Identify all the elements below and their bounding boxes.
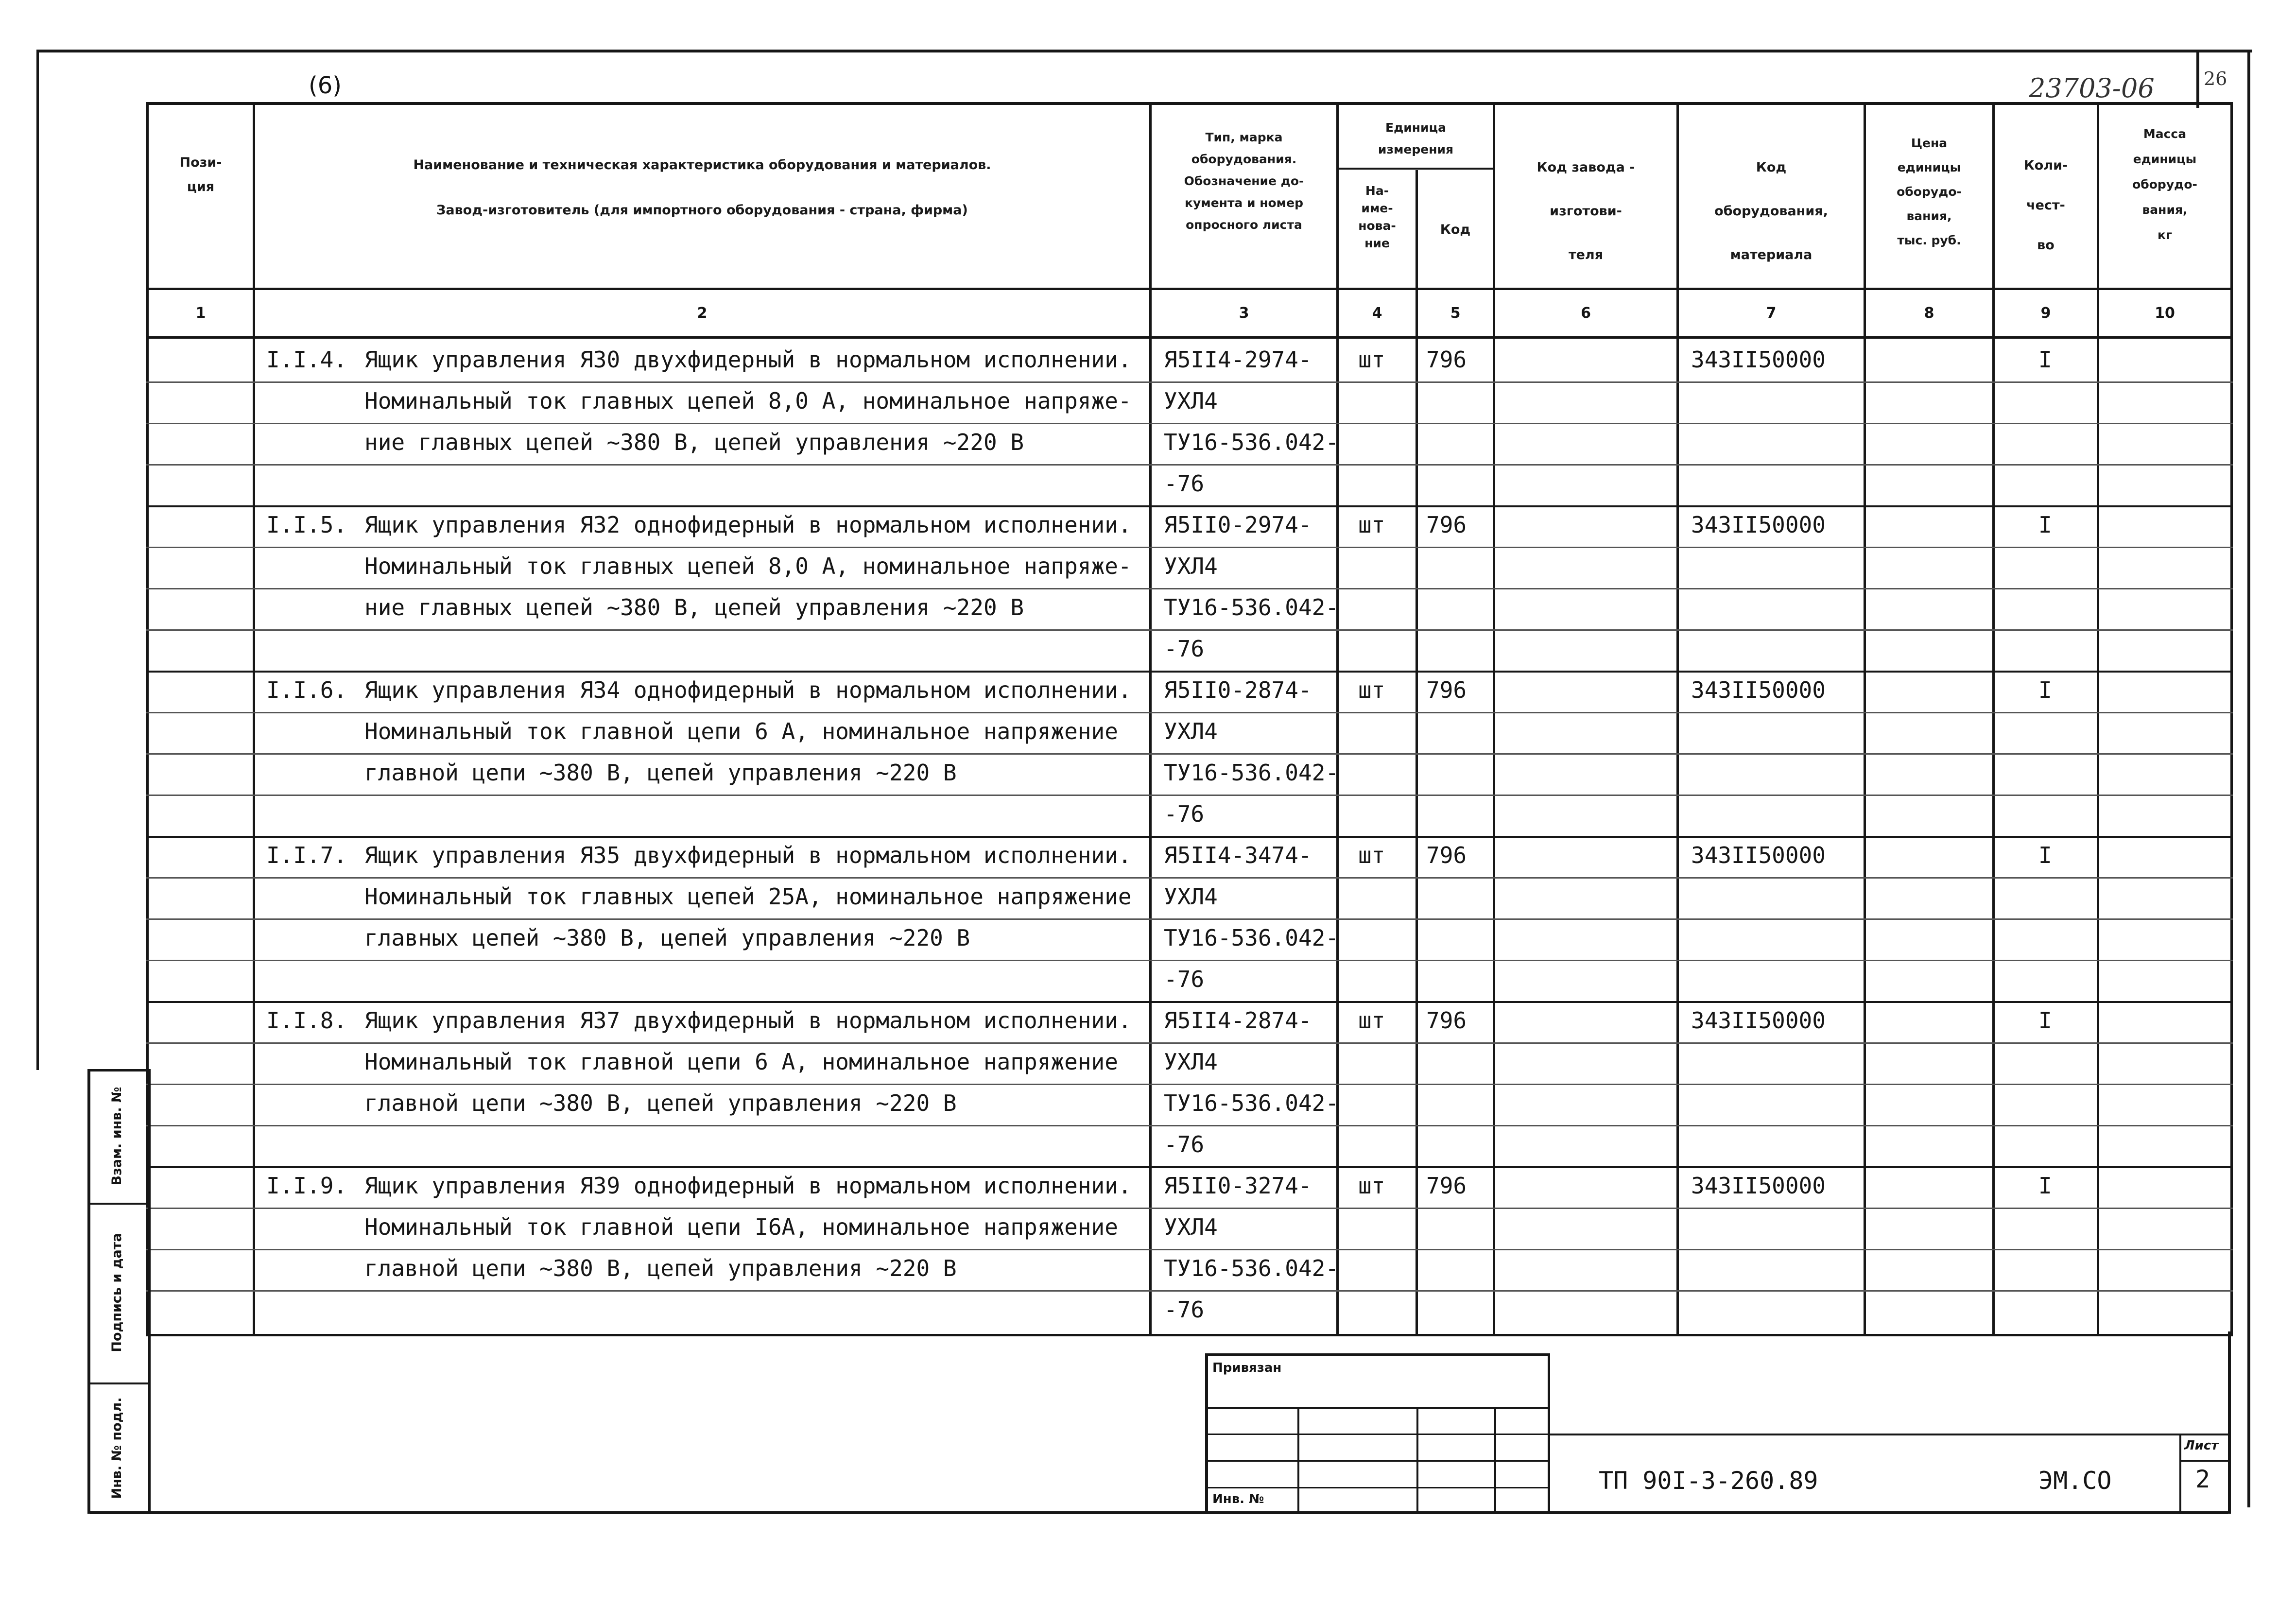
column-number-6: 6 [1581,305,1591,322]
item-type-line: Я5II4-3474- [1164,842,1312,868]
page-corner-number: 26 [2204,68,2227,89]
item-type-line: УХЛ4 [1164,388,1218,414]
stamp-inventory-label: Инв. № [1212,1492,1264,1506]
item-unit-code: 796 [1426,842,1467,868]
item-type-line: -76 [1164,966,1205,992]
item-quantity: I [2038,512,2052,538]
item-type-line: ТУ16-536.042- [1164,594,1339,621]
item-description-line: главной цепи ~380 В, цепей управления ~220 В [364,1090,957,1116]
item-type-line: -76 [1164,1131,1205,1158]
header-equipment-code: Код оборудования, материала [1714,160,1828,262]
column-number-7: 7 [1766,305,1777,322]
item-type-line: Я5II0-2874- [1164,677,1312,703]
item-equipment-code: 343II50000 [1691,1173,1826,1199]
side-inv-original-label: Инв. № подл. [109,1397,124,1499]
item-description-line: Ящик управления Я30 двухфидерный в нормальном исполнении. [364,346,1132,373]
item-equipment-code: 343II50000 [1691,1007,1826,1034]
header-name-line1: Наименование и техническая характеристика оборудования и материалов. [413,157,991,173]
item-unit-code: 796 [1426,1007,1467,1034]
item-type-line: -76 [1164,1296,1205,1323]
item-unit-code: 796 [1426,346,1467,373]
item-description-line: Ящик управления Я37 двухфидерный в нормальном исполнении. [364,1007,1132,1034]
item-unit-code: 796 [1426,677,1467,703]
stamp-linked-label: Привязан [1212,1361,1282,1375]
item-description-line: ние главных цепей ~380 В, цепей управления ~220 В [364,594,1024,621]
column-number-5: 5 [1450,305,1461,322]
archive-number: 23703-06 [2029,73,2155,104]
item-unit: шт [1358,346,1385,373]
item-unit: шт [1358,1173,1385,1199]
item-quantity: I [2038,346,2052,373]
column-number-1: 1 [195,305,206,322]
item-type-line: Я5II4-2874- [1164,1007,1312,1034]
item-type-line: ТУ16-536.042- [1164,760,1339,786]
item-description-line: Номинальный ток главных цепей 8,0 А, номинальное напряже- [364,553,1132,579]
item-type-line: -76 [1164,801,1205,827]
item-equipment-code: 343II50000 [1691,842,1826,868]
item-type-line: Я5II4-2974- [1164,346,1312,373]
column-number-3: 3 [1239,305,1249,322]
item-description-line: ние главных цепей ~380 В, цепей управления ~220 В [364,429,1024,455]
item-description-line: главных цепей ~380 В, цепей управления ~220 В [364,925,970,951]
item-position: I.I.9. [266,1173,347,1199]
item-description-line: Ящик управления Я32 однофидерный в нормальном исполнении. [364,512,1132,538]
item-type-line: ТУ16-536.042- [1164,1090,1339,1116]
section-code: ЭМ.СО [2038,1467,2112,1495]
item-description-line: главной цепи ~380 В, цепей управления ~220 В [364,1255,957,1281]
item-unit: шт [1358,842,1385,868]
header-quantity: Коли- чест- во [2023,158,2068,253]
item-position: I.I.5. [266,512,347,538]
column-number-2: 2 [697,305,708,322]
side-vzam-label: Взам. инв. № [109,1087,124,1186]
item-unit: шт [1358,677,1385,703]
item-type-line: ТУ16-536.042- [1164,1255,1339,1281]
sheet-number: 2 [2195,1465,2210,1493]
item-description-line: Номинальный ток главных цепей 8,0 А, номинальное напряже- [364,388,1132,414]
item-description-line: главной цепи ~380 В, цепей управления ~220 В [364,760,957,786]
item-quantity: I [2038,1173,2052,1199]
header-position: Пози- ция [179,155,222,194]
item-type-line: УХЛ4 [1164,883,1218,910]
item-unit-code: 796 [1426,512,1467,538]
item-type-line: УХЛ4 [1164,718,1218,744]
column-number-8: 8 [1924,305,1934,322]
sheet-label: Лист [2184,1438,2219,1453]
item-description-line: Номинальный ток главной цепи 6 А, номинальное напряжение [364,1049,1118,1075]
item-type-line: ТУ16-536.042- [1164,429,1339,455]
item-position: I.I.7. [266,842,347,868]
item-description-line: Ящик управления Я35 двухфидерный в нормальном исполнении. [364,842,1132,868]
item-quantity: I [2038,1007,2052,1034]
item-position: I.I.4. [266,346,347,373]
item-description-line: Ящик управления Я34 однофидерный в нормальном исполнении. [364,677,1132,703]
item-description-line: Номинальный ток главных цепей 25А, номинальное напряжение [364,883,1132,910]
header-unit-name: На- име- нова- ние [1358,184,1396,250]
item-type-line: Я5II0-3274- [1164,1173,1312,1199]
column-number-4: 4 [1372,305,1382,322]
header-unit-code: Код [1440,222,1471,237]
item-quantity: I [2038,842,2052,868]
item-position: I.I.8. [266,1007,347,1034]
column-number-10: 10 [2155,305,2175,322]
header-name-line2: Завод-изготовитель (для импортного оборудования - страна, фирма) [436,203,968,218]
item-equipment-code: 343II50000 [1691,346,1826,373]
item-description-line: Ящик управления Я39 однофидерный в нормальном исполнении. [364,1173,1132,1199]
item-position: I.I.6. [266,677,347,703]
item-quantity: I [2038,677,2052,703]
sheet-number-label: (6) [309,72,342,99]
header-unit-group: Единица измерения [1378,121,1454,156]
header-mass: Масса единицы оборудо- вания, кг [2132,127,2197,242]
header-factory-code: Код завода - изготови- теля [1536,160,1635,262]
item-type-line: ТУ16-536.042- [1164,925,1339,951]
item-unit: шт [1358,512,1385,538]
item-type-line: Я5II0-2974- [1164,512,1312,538]
document-code: ТП 90I-3-260.89 [1599,1467,1818,1495]
item-unit-code: 796 [1426,1173,1467,1199]
item-type-line: УХЛ4 [1164,1214,1218,1240]
item-equipment-code: 343II50000 [1691,512,1826,538]
item-unit: шт [1358,1007,1385,1034]
item-type-line: УХЛ4 [1164,1049,1218,1075]
item-type-line: -76 [1164,470,1205,497]
column-number-9: 9 [2040,305,2051,322]
item-type-line: УХЛ4 [1164,553,1218,579]
item-description-line: Номинальный ток главной цепи 6 А, номинальное напряжение [364,718,1118,744]
header-price: Цена единицы оборудо- вания, тыс. руб. [1897,136,1962,247]
item-type-line: -76 [1164,636,1205,662]
item-equipment-code: 343II50000 [1691,677,1826,703]
header-type: Тип, марка оборудования. Обозначение до- кумента и номер опросного листа [1184,130,1304,232]
side-signature-label: Подпись и дата [109,1233,124,1352]
item-description-line: Номинальный ток главной цепи I6А, номинальное напряжение [364,1214,1118,1240]
